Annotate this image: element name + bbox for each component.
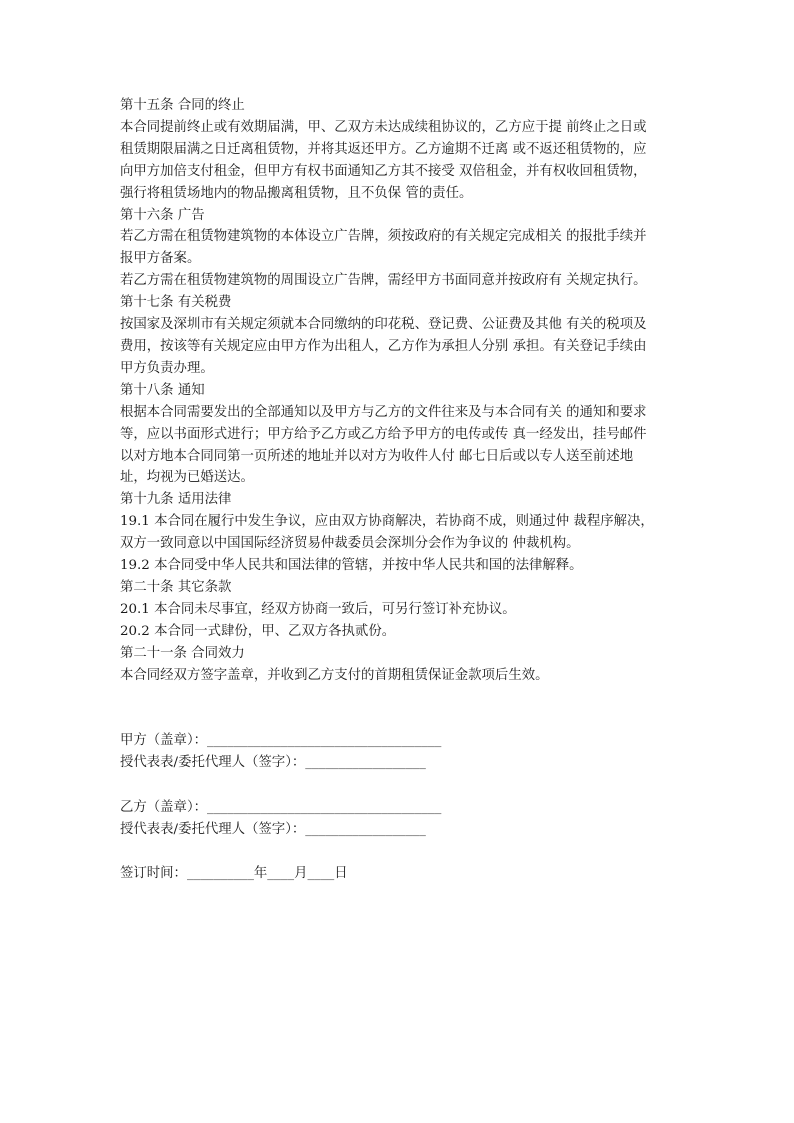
- body-line: 19.2 本合同受中华人民共和国法律的管辖，并按中华人民共和国的法律解释。: [120, 558, 583, 574]
- body-line: 甲方负责办理。: [120, 360, 214, 376]
- body-line: 20.1 本合同未尽事宜，经双方协商一致后，可另行签订补充协议。: [120, 601, 516, 617]
- body-line: 若乙方需在租赁物建筑物的周围设立广告牌，需经甲方书面同意并按政府有 关规定执行。: [120, 273, 647, 289]
- article-18-heading: 第十八条 通知: [120, 382, 205, 398]
- body-line: 等，应以书面形式进行；甲方给予乙方或乙方给予甲方的电传或传 真一经发出，挂号邮件: [120, 426, 647, 442]
- body-line: 双方一致同意以中国国际经济贸易仲裁委员会深圳分会作为争议的 仲裁机构。: [120, 536, 580, 552]
- party-a-seal-line: 甲方（盖章）：___________________________________: [120, 733, 442, 749]
- body-line: 根据本合同需要发出的全部通知以及甲方与乙方的文件往来及与本合同有关 的通知和要求: [120, 404, 647, 420]
- body-line: 本合同经双方签字盖章，并收到乙方支付的首期租赁保证金款项后生效。: [120, 667, 549, 683]
- article-17-heading: 第十七条 有关税费: [120, 295, 232, 311]
- article-20-heading: 第二十条 其它条款: [120, 579, 232, 595]
- body-line: 以对方地本合同同第一页所述的地址并以对方为收件人付 邮七日后或以专人送至前述地: [120, 448, 634, 464]
- body-line: 按国家及深圳市有关规定须就本合同缴纳的印花税、登记费、公证费及其他 有关的税项及: [120, 317, 647, 333]
- body-line: 19.1 本合同在履行中发生争议，应由双方协商解决，若协商不成，则通过仲 裁程序解决，: [120, 514, 654, 530]
- body-line: 址，均视为已婚送达。: [120, 470, 254, 486]
- body-line: 向甲方加倍支付租金，但甲方有权书面通知乙方其不接受 双倍租金，并有权收回租赁物，: [120, 163, 647, 179]
- sign-date-line: 签订时间：__________年____月____日: [120, 866, 348, 882]
- body-line: 报甲方备案。: [120, 251, 201, 267]
- party-b-seal-line: 乙方（盖章）：___________________________________: [120, 800, 442, 816]
- body-line: 费用，按该等有关规定应由甲方作为出租人，乙方作为承担人分别 承担。有关登记手续由: [120, 338, 647, 354]
- article-19-heading: 第十九条 适用法律: [120, 492, 232, 508]
- article-16-heading: 第十六条 广告: [120, 207, 205, 223]
- signature-block: [120, 730, 680, 885]
- body-line: 租赁期限届满之日迁离租赁物，并将其返还甲方。乙方逾期不迁离 或不返还租赁物的，应: [120, 141, 647, 157]
- party-b-agent-line: 授代表表/委托代理人（签字）：__________________: [120, 822, 426, 838]
- body-line: 20.2 本合同一式肆份，甲、乙双方各执贰份。: [120, 623, 396, 639]
- document-page: [120, 95, 680, 885]
- party-a-agent-line: 授代表表/委托代理人（签字）：__________________: [120, 755, 426, 771]
- body-line: 本合同提前终止或有效期届满，甲、乙双方未达成续租协议的，乙方应于提 前终止之日或: [120, 119, 647, 135]
- article-15-heading: 第十五条 合同的终止: [120, 98, 245, 113]
- body-line: 若乙方需在租赁物建筑物的本体设立广告牌，须按政府的有关规定完成相关 的报批手续并: [120, 229, 647, 245]
- body-line: 强行将租赁场地内的物品搬离租赁物，且不负保 管的责任。: [120, 185, 473, 201]
- contract-body: [120, 95, 680, 686]
- article-21-heading: 第二十一条 合同效力: [120, 645, 245, 661]
